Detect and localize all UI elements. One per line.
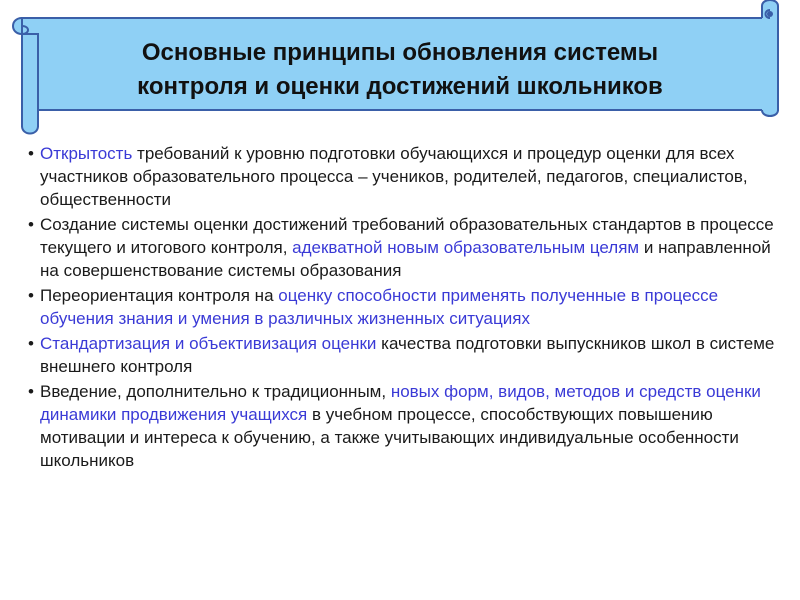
item-text: Переориентация контроля на [40, 286, 279, 305]
scroll-banner [0, 0, 800, 140]
item-text: в учебном процессе, способствующих повышению мотивации и интереса к обучению, а также учитывающих индивидуальные особенности школьников [40, 405, 739, 470]
list-item [28, 213, 788, 282]
highlighted-text: оценку способности применять полученные в процессе обучения знания и умения в различных жизненных ситуациях [40, 286, 719, 328]
item-text: Введение, дополнительно к традиционным, [40, 382, 391, 401]
list-item [28, 284, 788, 330]
page-title-line-1: Основные принципы обновления системы [141, 39, 659, 66]
highlighted-text: Стандартизация и объективизация оценки [40, 334, 377, 353]
item-text: и направленной на совершенствование системы образования [40, 238, 771, 280]
page-title-line-2: контроля и оценки достижений школьников [137, 73, 663, 100]
bullet-icon: • [28, 286, 34, 305]
bullet-icon: • [28, 215, 34, 234]
item-text: Создание системы оценки достижений требований образовательных стандартов в процессе текущего и итогового контроля, [40, 215, 774, 257]
highlighted-text: новых форм, видов, методов и средств оценки динамики продвижения учащихся [40, 382, 761, 424]
bullet-icon: • [28, 334, 34, 353]
principles-list [28, 142, 788, 474]
list-item [28, 142, 788, 211]
highlighted-text: Открытость [40, 144, 133, 163]
bullet-icon: • [28, 382, 34, 401]
bullet-icon: • [28, 144, 34, 163]
highlighted-text: адекватной новым образовательным целям [292, 238, 640, 257]
item-text: требований к уровню подготовки обучающихся и процедур оценки для всех участников образовательного процесса – учеников, родителей, педагогов, специалистов, общественности [40, 144, 748, 209]
page-title [40, 30, 760, 110]
list-item [28, 380, 788, 472]
item-text: качества подготовки выпускников школ в системе внешнего контроля [40, 334, 775, 376]
list-item [28, 332, 788, 378]
